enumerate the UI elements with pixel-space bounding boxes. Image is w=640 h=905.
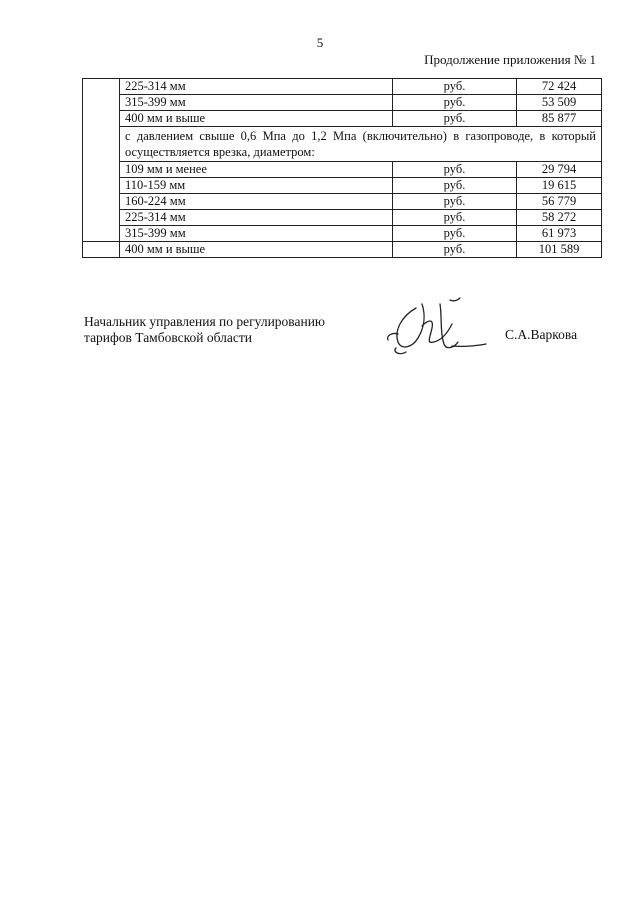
- unit-cell: руб.: [393, 95, 517, 111]
- value-cell: 61 973: [517, 226, 602, 242]
- value-cell: 53 509: [517, 95, 602, 111]
- row-number-cell: [83, 242, 120, 258]
- diameter-cell: 315-399 мм: [120, 226, 393, 242]
- table-row: [83, 127, 602, 162]
- unit-cell: руб.: [393, 162, 517, 178]
- diameter-cell: 400 мм и выше: [120, 111, 393, 127]
- table-row: [83, 194, 602, 210]
- table-row: [83, 79, 602, 95]
- row-number-cell: [83, 95, 120, 111]
- table-row: [83, 242, 602, 258]
- row-number-cell: [83, 79, 120, 95]
- unit-cell: руб.: [393, 210, 517, 226]
- row-number-cell: [83, 162, 120, 178]
- row-number-cell: [83, 226, 120, 242]
- diameter-cell: 225-314 мм: [120, 210, 393, 226]
- page-number: 5: [316, 35, 324, 50]
- unit-cell: руб.: [393, 194, 517, 210]
- value-cell: 101 589: [517, 242, 602, 258]
- unit-cell: руб.: [393, 226, 517, 242]
- table-row: [83, 95, 602, 111]
- value-cell: 29 794: [517, 162, 602, 178]
- table-row: [83, 178, 602, 194]
- value-cell: 58 272: [517, 210, 602, 226]
- table-row: [83, 162, 602, 178]
- section-label-cell: с давлением свыше 0,6 Мпа до 1,2 Мпа (включительно) в газопроводе, в который осуществляется врезка, диаметром:: [120, 127, 602, 162]
- value-cell: 56 779: [517, 194, 602, 210]
- position-line: Начальник управления по регулированию: [84, 314, 326, 329]
- unit-cell: руб.: [393, 111, 517, 127]
- value-cell: 72 424: [517, 79, 602, 95]
- diameter-cell: 400 мм и выше: [120, 242, 393, 258]
- row-number-cell: [83, 194, 120, 210]
- row-number-cell: [83, 210, 120, 226]
- value-cell: 85 877: [517, 111, 602, 127]
- diameter-cell: 160-224 мм: [120, 194, 393, 210]
- diameter-cell: 225-314 мм: [120, 79, 393, 95]
- unit-cell: руб.: [393, 242, 517, 258]
- row-number-cell: [83, 111, 120, 127]
- unit-cell: руб.: [393, 178, 517, 194]
- diameter-cell: 109 мм и менее: [120, 162, 393, 178]
- table-row: [83, 210, 602, 226]
- table-row: [83, 226, 602, 242]
- signatory-position: [84, 314, 325, 346]
- unit-cell: руб.: [393, 79, 517, 95]
- handwritten-signature: [382, 296, 492, 358]
- position-line: тарифов Тамбовской области: [84, 330, 252, 345]
- table-row: [83, 111, 602, 127]
- row-number-cell: [83, 178, 120, 194]
- tariff-table: [82, 78, 602, 258]
- value-cell: 19 615: [517, 178, 602, 194]
- row-number-cell: [83, 127, 120, 162]
- continuation-label: Продолжение приложения № 1: [424, 52, 596, 67]
- signatory-name: С.А.Варкова: [505, 327, 578, 342]
- diameter-cell: 110-159 мм: [120, 178, 393, 194]
- diameter-cell: 315-399 мм: [120, 95, 393, 111]
